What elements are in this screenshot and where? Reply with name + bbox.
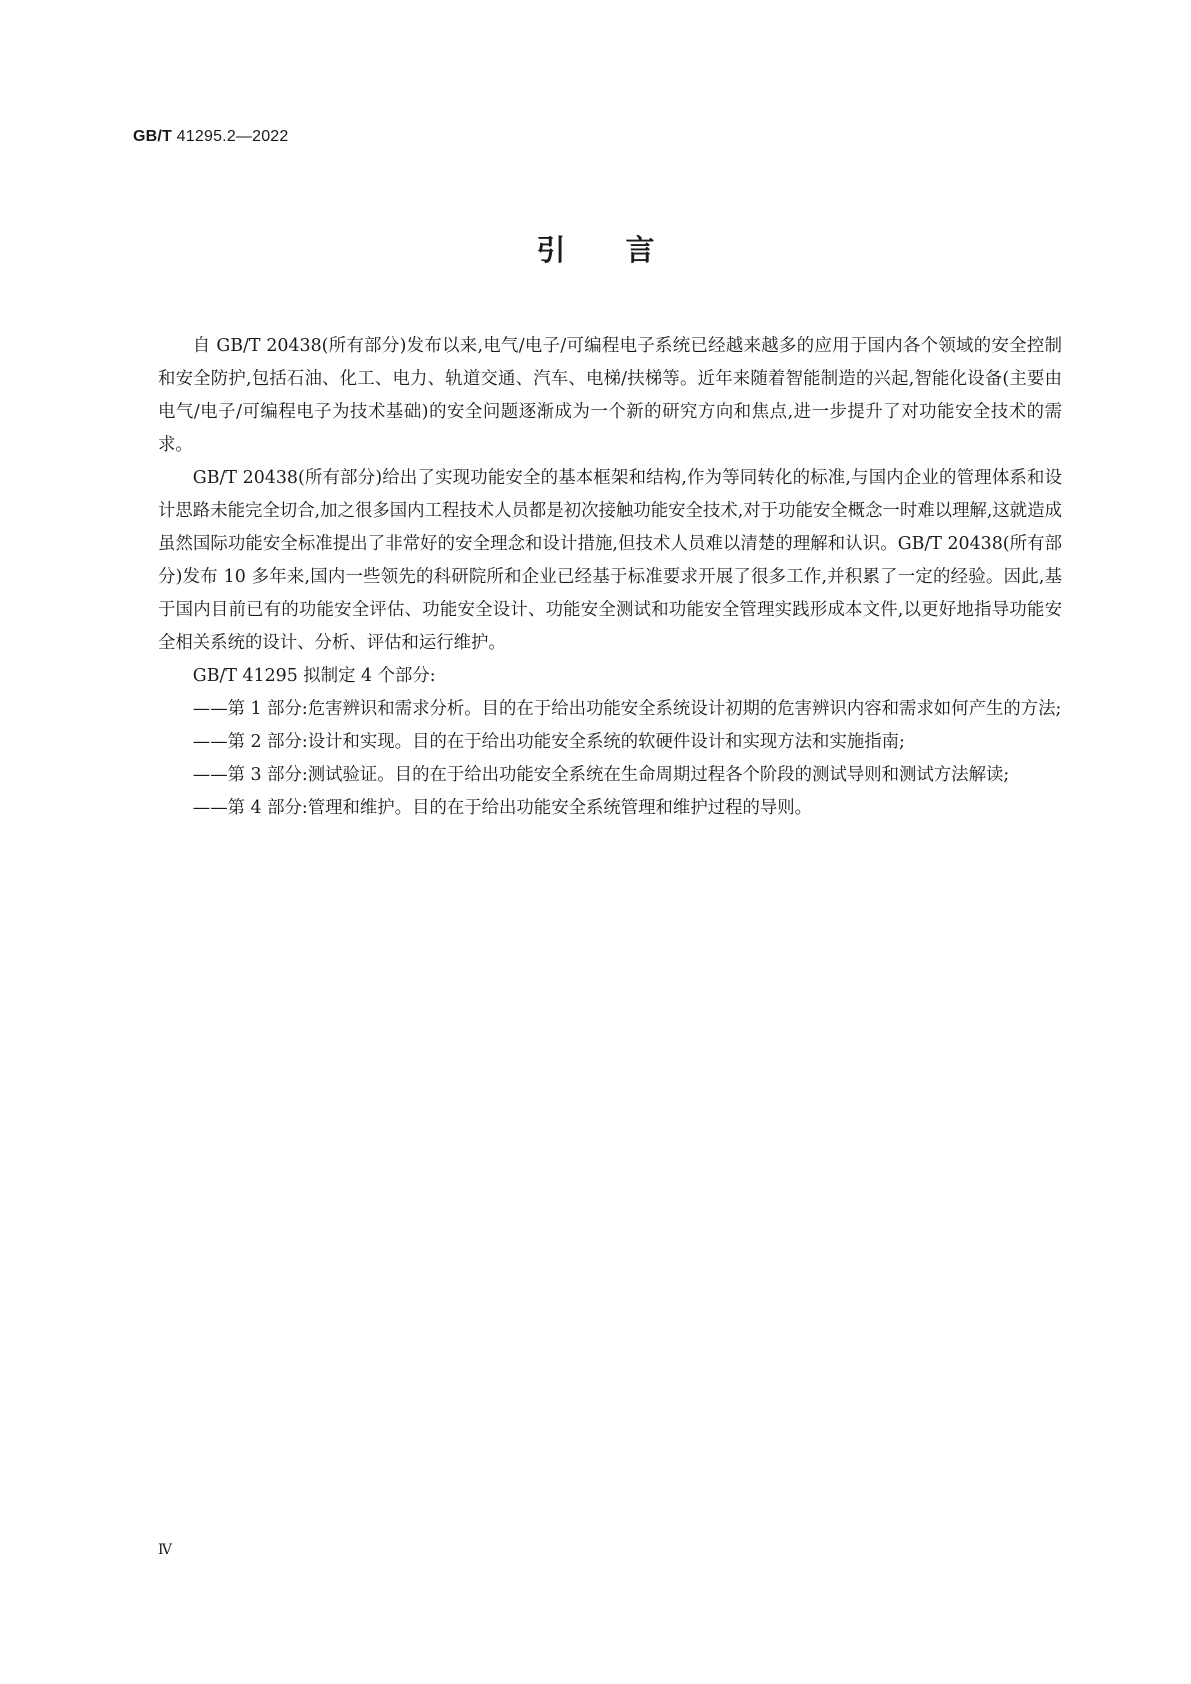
list-item-part-3: ——第 3 部分:测试验证。目的在于给出功能安全系统在生命周期过程各个阶段的测试导则和测试方法解读; — [192, 765, 1010, 785]
introduction-body — [158, 330, 1062, 825]
document-id — [133, 128, 289, 146]
standard-prefix: GB/T — [133, 128, 173, 145]
paragraph-parts-intro: GB/T 41295 拟制定 4 个部分: — [192, 666, 436, 686]
paragraph-background: 自 GB/T 20438(所有部分)发布以来,电气/电子/可编程电子系统已经越来越多的应用于国内各个领域的安全控制和安全防护,包括石油、化工、电力、轨道交通、汽车、电梯/扶梯等。近年来随着智能制造的兴起,智能化设备(主要由电气/电子/可编程电子为技术基础)的安全问题逐渐成为一个新的研究方向和焦点,进一步提升了对功能安全技术的需求。 — [158, 336, 1062, 455]
parts-list — [158, 693, 1062, 825]
list-item-part-1: ——第 1 部分:危害辨识和需求分析。目的在于给出功能安全系统设计初期的危害辨识内容和需求如何产生的方法; — [192, 699, 1062, 719]
page-title: 引言 — [536, 233, 715, 267]
paragraph-motivation: GB/T 20438(所有部分)给出了实现功能安全的基本框架和结构,作为等同转化的标准,与国内企业的管理体系和设计思路未能完全切合,加之很多国内工程技术人员都是初次接触功能安全技术,对于功能安全概念一时难以理解,这就造成虽然国际功能安全标准提出了非常好的安全理念和设计措施,但技术人员难以清楚的理解和认识。GB/T 20438(所有部分)发布 10 多年来,国内一些领先的科研院所和企业已经基于标准要求开展了很多工作,并积累了一定的经验。因此,基于国内目前已有的功能安全评估、功能安全设计、功能安全测试和功能安全管理实践形成本文件,以更好地指导功能安全相关系统的设计、分析、评估和运行维护。 — [158, 468, 1062, 653]
list-item-part-4: ——第 4 部分:管理和维护。目的在于给出功能安全系统管理和维护过程的导则。 — [192, 798, 813, 818]
page-number: Ⅳ — [158, 1542, 172, 1558]
list-item-part-2: ——第 2 部分:设计和实现。目的在于给出功能安全系统的软硬件设计和实现方法和实施指南; — [192, 732, 905, 752]
standard-number: 41295.2—2022 — [172, 128, 289, 145]
